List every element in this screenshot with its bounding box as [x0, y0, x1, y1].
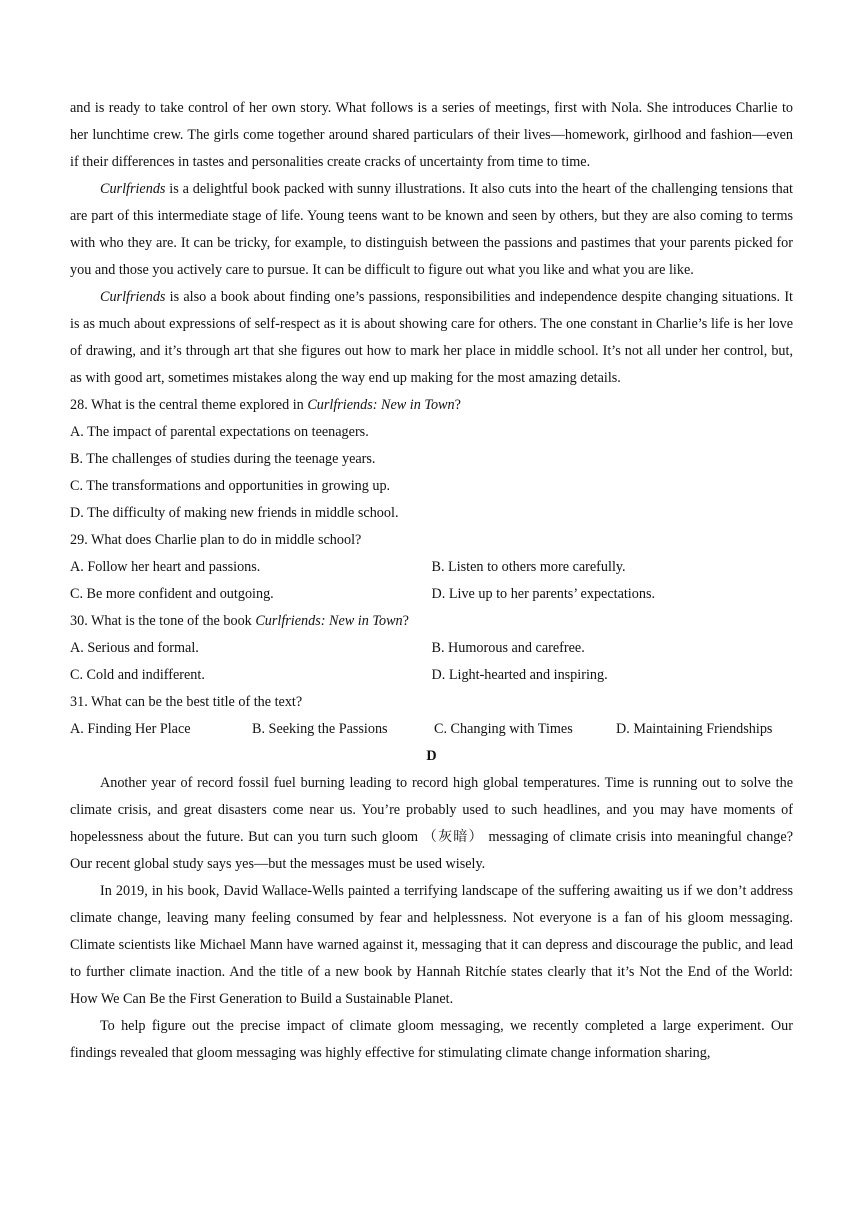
- question-29-option-c: C. Be more confident and outgoing.: [70, 586, 274, 602]
- question-29-stem: 29. What does Charlie plan to do in middle school?: [70, 532, 362, 548]
- question-29-options-row-1: [70, 554, 793, 581]
- passage-d-paragraph-2: In 2019, in his book, David Wallace-Wells painted a terrifying landscape of the suffering awaiting us if we don’t address climate change, leaving many feeling consumed by fear and helplessness. Not everyone is a fan of his gloom messaging. Climate scientists like Michael Mann have warned against it, messaging that it can depress and discourage the public, and lead to further climate inaction. And the title of a new book by Hannah Ritchíe states clearly that it’s Not the End of the World: How We Can Be the First Generation to Build a Sustainable Planet.: [70, 883, 793, 1007]
- question-28-stem: 28. What is the central theme explored in Curlfriends: New in Town?: [70, 397, 461, 413]
- question-31-option-b: B. Seeking the Passions: [252, 721, 388, 737]
- passage-c-paragraph-2: [70, 176, 793, 284]
- question-31-option-c: C. Changing with Times: [434, 721, 573, 737]
- passage-c-paragraph-1: and is ready to take control of her own story. What follows is a series of meetings, first with Nola. She introduces Charlie to her lunchtime crew. The girls come together around shared particulars of their lives—homework, girlhood and fashion—even if their differences in tastes and personalities create cracks of uncertainty from time to time.: [70, 100, 793, 170]
- question-30-stem: 30. What is the tone of the book Curlfriends: New in Town?: [70, 613, 409, 629]
- paragraph-text: is a delightful book packed with sunny illustrations. It also cuts into the heart of the challenging tensions that are part of this intermediate stage of life. Young teens want to be known and seen by others, but they are also coming to terms with who they are. It can be tricky, for example, to distinguish between the passions and pastimes that your parents picked for you and those you actively care to pursue. It can be difficult to figure out what you like and what you are like.: [70, 181, 793, 278]
- question-30-options-row-2: [70, 662, 793, 689]
- question-30-option-b: B. Humorous and carefree.: [431, 640, 585, 656]
- question-29-option-a: A. Follow her heart and passions.: [70, 559, 261, 575]
- question-28-option-b: B. The challenges of studies during the teenage years.: [70, 451, 376, 467]
- question-30-option-d: D. Light-hearted and inspiring.: [431, 667, 608, 683]
- question-31-option-d: D. Maintaining Friendships: [616, 721, 773, 737]
- paragraph-text: is also a book about finding one’s passions, responsibilities and independence despite changing situations. It is as much about expressions of self-respect as it is about showing care for others. The one constant in Charlie’s life is her love of drawing, and it’s through art that she figures out how to mark her place in middle school. It’s not all under her control, but, as with good art, sometimes mistakes along the way end up making for the most amazing details.: [70, 289, 793, 386]
- question-29-option-d: D. Live up to her parents’ expectations.: [431, 586, 656, 602]
- question-30-options-row-1: [70, 635, 793, 662]
- question-30-option-c: C. Cold and indifferent.: [70, 667, 205, 683]
- question-29-options-row-2: [70, 581, 793, 608]
- passage-c-paragraph-3: [70, 284, 793, 392]
- document-page: [70, 95, 793, 1067]
- question-28-option-a: A. The impact of parental expectations on teenagers.: [70, 424, 369, 440]
- book-title: Curlfriends: [100, 181, 166, 197]
- passage-d-paragraph-3: To help figure out the precise impact of climate gloom messaging, we recently completed a large experiment. Our findings revealed that gloom messaging was highly effective for stimulating climate change information sharing,: [70, 1018, 793, 1061]
- question-30-option-a: A. Serious and formal.: [70, 640, 199, 656]
- section-heading-d: D: [426, 748, 437, 764]
- question-31-options-row: [70, 716, 793, 743]
- question-31-stem: 31. What can be the best title of the text?: [70, 694, 303, 710]
- passage-d-paragraph-1: Another year of record fossil fuel burning leading to record high global temperatures. Time is running out to solve the climate crisis, and great disasters come near us. You’re probably used to such headlines, and you may have moments of hopelessness about the future. But can you turn such gloom （灰暗） messaging of climate crisis into meaningful change? Our recent global study says yes—but the messages must be used wisely.: [70, 775, 793, 872]
- book-title: Curlfriends: [100, 289, 166, 305]
- question-29-option-b: B. Listen to others more carefully.: [431, 559, 626, 575]
- question-28-option-c: C. The transformations and opportunities in growing up.: [70, 478, 391, 494]
- question-31-option-a: A. Finding Her Place: [70, 721, 191, 737]
- question-28-option-d: D. The difficulty of making new friends in middle school.: [70, 505, 399, 521]
